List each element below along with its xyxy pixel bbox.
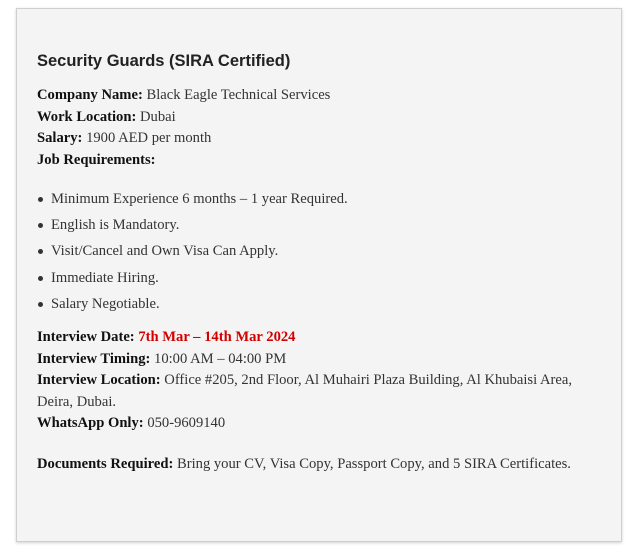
- whatsapp-row: [37, 413, 603, 435]
- interview-location-value: Office #205, 2nd Floor, Al Muhairi Plaza Building, Al Khubaisi Area, Deira, Dubai.: [37, 372, 573, 410]
- interview-location-label: Interview Location:: [37, 372, 161, 389]
- salary-row: [37, 128, 603, 150]
- bullet-icon: [38, 197, 43, 202]
- list-item: Salary Negotiable.: [51, 291, 603, 317]
- list-item: Minimum Experience 6 months – 1 year Required.: [51, 186, 603, 212]
- interview-date-label: Interview Date:: [37, 329, 135, 346]
- documents-label: Documents Required:: [37, 455, 174, 472]
- job-post-card: [16, 8, 622, 542]
- interview-timing-row: [37, 349, 603, 371]
- whatsapp-value: 050-9609140: [147, 415, 226, 432]
- bullet-icon: [38, 249, 43, 254]
- interview-date-value: 7th Mar – 14th Mar 2024: [138, 329, 296, 346]
- documents-value: Bring your CV, Visa Copy, Passport Copy, and 5 SIRA Certificates.: [177, 455, 571, 472]
- interview-date-row: [37, 327, 603, 349]
- interview-timing-label: Interview Timing:: [37, 350, 151, 367]
- bullet-icon: [38, 276, 43, 281]
- company-label: Company Name:: [37, 87, 143, 103]
- whatsapp-label: WhatsApp Only:: [37, 415, 144, 432]
- salary-label: Salary:: [37, 130, 83, 146]
- requirements-heading: Job Requirements:: [37, 151, 156, 168]
- interview-timing-value: 10:00 AM – 04:00 PM: [154, 350, 287, 367]
- list-item: English is Mandatory.: [51, 212, 603, 238]
- interview-location-row: [37, 370, 603, 413]
- location-row: [37, 107, 603, 129]
- list-item: Immediate Hiring.: [51, 265, 603, 291]
- company-value: Black Eagle Technical Services: [146, 87, 331, 103]
- salary-value: 1900 AED per month: [86, 130, 212, 146]
- spacer: [37, 435, 603, 454]
- job-post-content: [37, 49, 603, 475]
- list-item: Visit/Cancel and Own Visa Can Apply.: [51, 238, 603, 264]
- requirements-list: [37, 186, 603, 317]
- bullet-icon: [38, 302, 43, 307]
- company-row: [37, 85, 603, 107]
- location-value: Dubai: [139, 108, 176, 125]
- location-label: Work Location:: [37, 108, 137, 125]
- documents-row: [37, 454, 603, 476]
- job-title: Security Guards (SIRA Certified): [37, 52, 291, 70]
- bullet-icon: [38, 223, 43, 228]
